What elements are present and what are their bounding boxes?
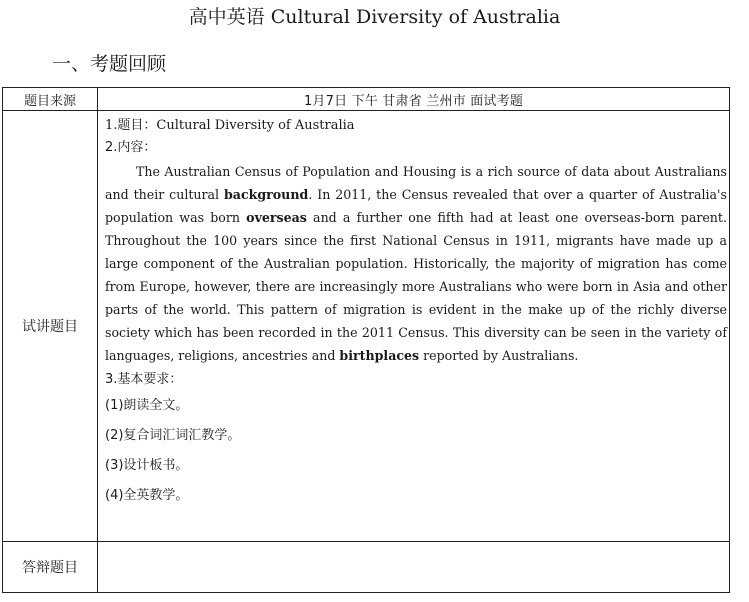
answer-content xyxy=(98,542,730,593)
requirements-heading: 3.基本要求： xyxy=(105,372,183,387)
passage-part-4: reported by Australians. xyxy=(419,348,579,363)
topic-line: 1.题目：Cultural Diversity of Australia xyxy=(105,118,355,133)
document-title: 高中英语 Cultural Diversity of Australia xyxy=(188,6,561,28)
passage-part-2: . In 2011, the Census revealed that over a quarter of Australia's population was born xyxy=(105,187,727,225)
answer-row xyxy=(3,542,730,593)
source-value: 1月7日 下午 甘肃省 兰州市 面试考题 xyxy=(98,88,730,111)
requirement-item: (3)设计板书。 xyxy=(105,458,189,473)
source-label: 题目来源 xyxy=(3,88,98,111)
requirement-item: (1)朗读全文。 xyxy=(105,398,189,413)
source-row xyxy=(3,88,730,111)
passage-bold-3: birthplaces xyxy=(339,348,420,363)
section-heading: 一、考题回顾 xyxy=(52,53,167,75)
lecture-row xyxy=(3,111,730,542)
lecture-content xyxy=(98,111,730,542)
passage-bold-2: overseas xyxy=(246,210,307,225)
content-heading: 2.内容： xyxy=(105,140,157,155)
requirement-item: (4)全英教学。 xyxy=(105,488,189,503)
lecture-label: 试讲题目 xyxy=(3,111,98,542)
passage-part-3: and a further one fifth had at least one overseas-born parent. Throughout the 100 years since the first National Census in 1911, migrants have made up a large component of the Australian population. Historically, the majority of migration has come from Europe, however, there are increasingly more Australians who were born in Asia and other parts of the world. This pattern of migration is evident in the make up of the richly diverse society which has been recorded in the 2011 Census. This diversity can be seen in the variety of languages, religions, ancestries and xyxy=(105,210,727,363)
passage-part-1: The Australian Census of Population and Housing is a rich source of data about Australians and their cultural xyxy=(105,164,727,202)
passage-text xyxy=(105,160,727,367)
answer-label: 答辩题目 xyxy=(3,542,98,593)
requirement-item: (2)复合词汇词汇教学。 xyxy=(105,428,241,443)
passage-bold-1: background xyxy=(223,187,309,202)
exam-table xyxy=(2,87,730,593)
